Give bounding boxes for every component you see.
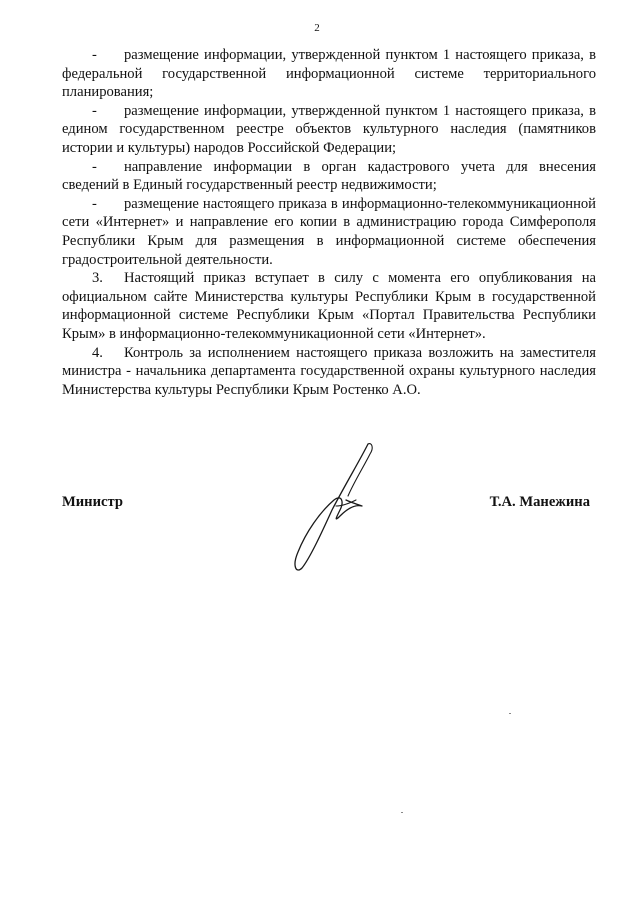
paragraph-text: размещение настоящего приказа в информационно-телекоммуникационной сети «Интернет» и направление его копии в администрацию города Симферополя Республики Крым для размещения в информационной системе обеспечения градостроительной деятельности. — [62, 195, 596, 268]
list-item-cadastre — [62, 158, 596, 195]
handwritten-signature — [290, 440, 390, 575]
clause-4 — [62, 344, 596, 400]
position-title: Министр — [62, 494, 123, 510]
signer-name: Т.А. Манежина — [489, 494, 590, 510]
bullet-dash: - — [92, 47, 97, 63]
bullet-dash: - — [92, 102, 97, 119]
clause-number: 4. — [92, 344, 103, 361]
paragraph-text: Настоящий приказ вступает в силу с момента его опубликования на официальном сайте Министерства культуры Республики Крым в государственной информационной системе Республики Крым «Портал Правительства Республики Крым» в информационно-телекоммуникационной сети «Интернет». — [62, 270, 596, 342]
scan-artifact — [509, 713, 511, 714]
document-body — [62, 46, 596, 399]
scan-artifact — [401, 812, 403, 813]
bullet-dash: - — [92, 158, 97, 175]
list-item-internet — [62, 195, 596, 269]
bullet-dash: - — [92, 195, 97, 212]
paragraph-text: Контроль за исполнением настоящего приказа возложить на заместителя министра - начальника департамента государственной охраны культурного наследия Министерства культуры Республики Крым Ростенко А.О. — [62, 344, 596, 398]
paragraph-text: размещение информации, утвержденной пунктом 1 настоящего приказа, в федеральной государственной информационной системе территориального планирования; — [62, 47, 596, 101]
list-item-egrokn — [62, 102, 596, 158]
clause-3 — [62, 269, 596, 343]
list-item-fgis-tp — [62, 46, 596, 102]
page-number: 2 — [314, 22, 320, 34]
clause-number: 3. — [92, 270, 103, 287]
paragraph-text: размещение информации, утвержденной пунктом 1 настоящего приказа, в едином государственном реестре объектов культурного наследия (памятников истории и культуры) народов Российской Федерации; — [62, 102, 596, 156]
paragraph-text: направление информации в орган кадастрового учета для внесения сведений в Единый государственный реестр недвижимости; — [62, 158, 596, 194]
